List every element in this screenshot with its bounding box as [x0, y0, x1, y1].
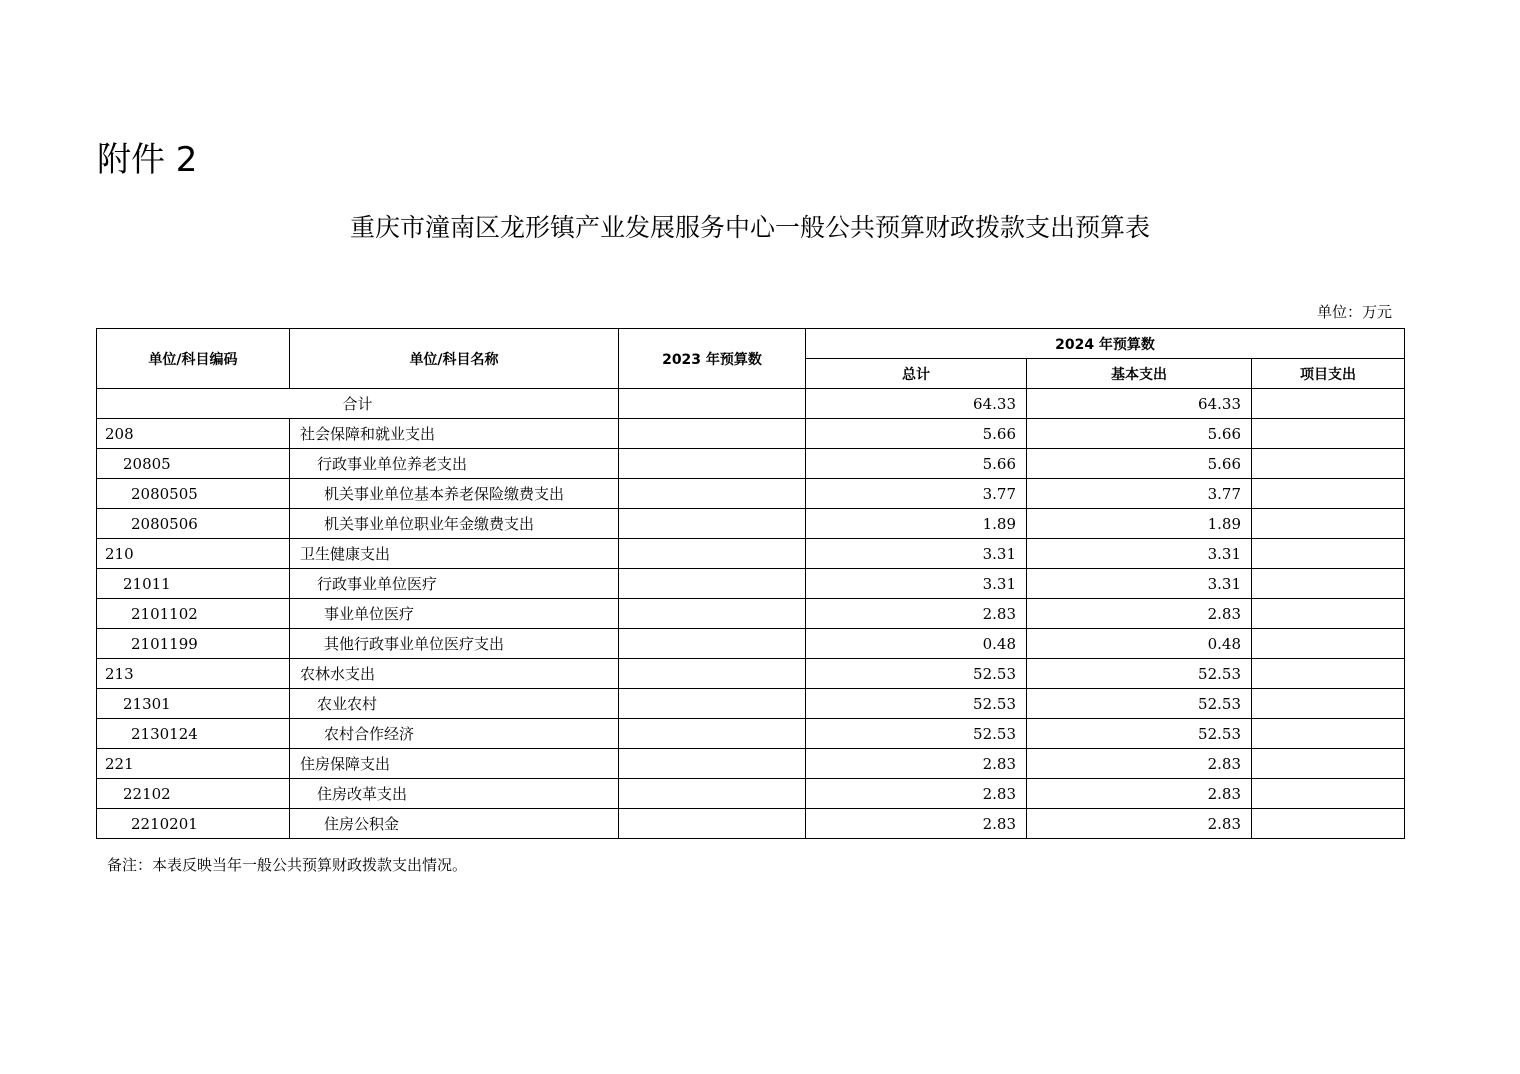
row-project: [1252, 449, 1405, 479]
row-basic: 1.89: [1027, 509, 1252, 539]
table-row: [97, 599, 1405, 629]
row-2023: [619, 749, 806, 779]
row-total: 52.53: [806, 719, 1027, 749]
row-total: 3.77: [806, 479, 1027, 509]
row-name: 住房保障支出: [290, 749, 619, 779]
row-basic: 2.83: [1027, 749, 1252, 779]
row-total: 2.83: [806, 749, 1027, 779]
row-name: 行政事业单位养老支出: [290, 449, 619, 479]
row-name: 其他行政事业单位医疗支出: [290, 629, 619, 659]
row-project: [1252, 509, 1405, 539]
summary-row: [97, 389, 1405, 419]
row-code: 21011: [97, 569, 290, 599]
unit-label: 单位：万元: [1316, 303, 1392, 321]
row-total: 52.53: [806, 659, 1027, 689]
row-basic: 0.48: [1027, 629, 1252, 659]
row-code: 2101199: [97, 629, 290, 659]
row-name: 住房改革支出: [290, 779, 619, 809]
header-project: 项目支出: [1252, 359, 1405, 389]
row-total: 2.83: [806, 779, 1027, 809]
row-basic: 52.53: [1027, 659, 1252, 689]
row-code: 208: [97, 419, 290, 449]
row-2023: [619, 569, 806, 599]
row-total: 5.66: [806, 449, 1027, 479]
summary-total: 64.33: [806, 389, 1027, 419]
row-project: [1252, 809, 1405, 839]
row-basic: 5.66: [1027, 419, 1252, 449]
row-name: 农业农村: [290, 689, 619, 719]
table-row: [97, 719, 1405, 749]
row-basic: 3.77: [1027, 479, 1252, 509]
row-code: 2130124: [97, 719, 290, 749]
row-name: 机关事业单位职业年金缴费支出: [290, 509, 619, 539]
row-basic: 5.66: [1027, 449, 1252, 479]
row-project: [1252, 689, 1405, 719]
row-basic: 3.31: [1027, 539, 1252, 569]
row-2023: [619, 599, 806, 629]
header-name: 单位/科目名称: [290, 329, 619, 389]
row-name: 住房公积金: [290, 809, 619, 839]
row-2023: [619, 509, 806, 539]
table-row: [97, 539, 1405, 569]
row-name: 事业单位医疗: [290, 599, 619, 629]
table-row: [97, 509, 1405, 539]
row-name: 行政事业单位医疗: [290, 569, 619, 599]
row-2023: [619, 479, 806, 509]
row-project: [1252, 419, 1405, 449]
row-basic: 2.83: [1027, 599, 1252, 629]
row-project: [1252, 479, 1405, 509]
row-name: 农村合作经济: [290, 719, 619, 749]
row-name: 社会保障和就业支出: [290, 419, 619, 449]
row-total: 0.48: [806, 629, 1027, 659]
table-row: [97, 629, 1405, 659]
row-basic: 3.31: [1027, 569, 1252, 599]
row-code: 22102: [97, 779, 290, 809]
row-code: 2210201: [97, 809, 290, 839]
row-total: 2.83: [806, 809, 1027, 839]
summary-basic: 64.33: [1027, 389, 1252, 419]
row-total: 2.83: [806, 599, 1027, 629]
row-code: 2080506: [97, 509, 290, 539]
row-total: 3.31: [806, 569, 1027, 599]
row-project: [1252, 659, 1405, 689]
row-2023: [619, 419, 806, 449]
row-code: 221: [97, 749, 290, 779]
row-2023: [619, 689, 806, 719]
table-row: [97, 809, 1405, 839]
row-basic: 52.53: [1027, 689, 1252, 719]
page-title: 重庆市潼南区龙形镇产业发展服务中心一般公共预算财政拨款支出预算表: [349, 213, 1150, 242]
row-project: [1252, 599, 1405, 629]
row-2023: [619, 659, 806, 689]
table-row: [97, 689, 1405, 719]
header-2023: 2023 年预算数: [619, 329, 806, 389]
row-project: [1252, 629, 1405, 659]
header-code: 单位/科目编码: [97, 329, 290, 389]
budget-table: [96, 328, 1405, 839]
row-name: 卫生健康支出: [290, 539, 619, 569]
table-row: [97, 449, 1405, 479]
row-project: [1252, 749, 1405, 779]
header-2024: 2024 年预算数: [806, 329, 1405, 359]
summary-project: [1252, 389, 1405, 419]
row-total: 3.31: [806, 539, 1027, 569]
row-basic: 2.83: [1027, 809, 1252, 839]
row-code: 2101102: [97, 599, 290, 629]
row-project: [1252, 539, 1405, 569]
row-2023: [619, 449, 806, 479]
row-2023: [619, 629, 806, 659]
attachment-label: 附件 2: [97, 140, 198, 180]
table-row: [97, 569, 1405, 599]
row-name: 机关事业单位基本养老保险缴费支出: [290, 479, 619, 509]
row-code: 210: [97, 539, 290, 569]
row-code: 20805: [97, 449, 290, 479]
summary-2023: [619, 389, 806, 419]
table-row: [97, 479, 1405, 509]
row-project: [1252, 569, 1405, 599]
header-total: 总计: [806, 359, 1027, 389]
row-project: [1252, 719, 1405, 749]
summary-label: 合计: [97, 389, 619, 419]
table-row: [97, 659, 1405, 689]
table-row: [97, 779, 1405, 809]
row-total: 1.89: [806, 509, 1027, 539]
row-total: 5.66: [806, 419, 1027, 449]
header-basic: 基本支出: [1027, 359, 1252, 389]
row-name: 农林水支出: [290, 659, 619, 689]
row-code: 21301: [97, 689, 290, 719]
row-basic: 52.53: [1027, 719, 1252, 749]
row-basic: 2.83: [1027, 779, 1252, 809]
row-code: 2080505: [97, 479, 290, 509]
row-2023: [619, 809, 806, 839]
row-2023: [619, 539, 806, 569]
row-2023: [619, 779, 806, 809]
row-2023: [619, 719, 806, 749]
row-code: 213: [97, 659, 290, 689]
row-total: 52.53: [806, 689, 1027, 719]
row-project: [1252, 779, 1405, 809]
footnote: 备注：本表反映当年一般公共预算财政拨款支出情况。: [107, 856, 468, 874]
table-row: [97, 749, 1405, 779]
table-row: [97, 419, 1405, 449]
